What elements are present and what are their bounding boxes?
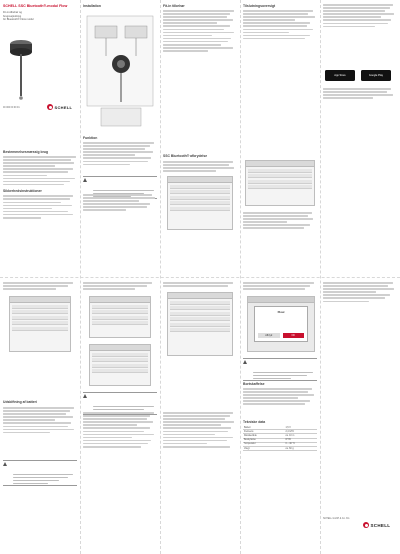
app-dialog-title: Flow xyxy=(277,310,285,314)
app-store-panel xyxy=(323,4,397,274)
cover-subtitle: brugsvejledning xyxy=(3,14,22,18)
ok-button[interactable]: OK xyxy=(283,333,305,338)
cancel-button[interactable]: Afbryd xyxy=(258,333,280,338)
bottom-panel-4 xyxy=(243,282,317,550)
app-screenshot xyxy=(167,292,233,356)
warning-icon xyxy=(243,360,247,364)
warning-note xyxy=(3,460,77,486)
app-screenshot xyxy=(9,296,71,352)
app-screenshot xyxy=(245,160,315,206)
spec-label: Frekvens xyxy=(243,430,284,434)
app-dialog-screenshot xyxy=(247,296,315,352)
company-address: SCHELL GmbH & Co. KG xyxy=(323,518,350,520)
spec-value: 2,4 GHz xyxy=(284,430,317,434)
spec-label: Batteri xyxy=(243,426,284,430)
app-download-panel xyxy=(243,4,317,154)
spec-value: ca. 60 g xyxy=(284,446,317,450)
schell-logo: SCHELL xyxy=(47,104,72,110)
cover-subtitle: for Bluetooth® Flow modul xyxy=(3,17,34,21)
article-number: 00 000 00 00 01 xyxy=(3,107,20,109)
schell-logo: SCHELL xyxy=(363,522,390,528)
app-screenshot xyxy=(89,344,151,386)
app-dialog xyxy=(254,306,308,342)
section-heading: SSC Bluetooth® afbrydelse xyxy=(163,154,208,158)
bottom-panel-5 xyxy=(323,282,397,550)
bottom-panel-1 xyxy=(3,282,77,550)
spec-label: Temperatur xyxy=(243,442,284,446)
spec-value: 0 – 40 °C xyxy=(284,442,317,446)
schell-logo-icon xyxy=(363,522,369,528)
schell-logo-icon xyxy=(47,104,53,110)
cover-panel xyxy=(3,4,77,144)
spec-label: Vægt xyxy=(243,446,284,450)
section-heading: Udskiftning af batteri xyxy=(3,400,37,404)
installation-panel xyxy=(83,4,157,274)
section-heading: Fit-in tilbehør xyxy=(163,4,185,8)
section-heading: Tilslutningsoversigt xyxy=(243,4,276,8)
spec-value: ca. 10 m xyxy=(284,434,317,438)
spec-value: 1,5 V xyxy=(284,426,317,430)
section-heading: Installation xyxy=(83,4,101,8)
app-store-badge[interactable]: App Store xyxy=(325,70,355,81)
cover-title: SCHELL SSC Bluetooth®-modul Flow xyxy=(3,4,68,8)
spec-label: Rækkevidde xyxy=(243,434,284,438)
cover-subtitle: Fit-in-tilbehør og xyxy=(3,11,22,15)
section-heading: Bestemmelsesmæssig brug xyxy=(3,150,49,154)
section-heading: Tekniske data xyxy=(243,420,266,424)
bottom-panel-2 xyxy=(83,282,157,550)
warning-icon xyxy=(3,462,7,466)
bluetooth-panel xyxy=(163,4,237,274)
section-heading: Funktion xyxy=(83,136,98,140)
app-screenshot xyxy=(167,176,233,230)
google-play-badge[interactable]: Google Play xyxy=(361,70,391,81)
installation-diagram xyxy=(83,12,157,132)
intended-use-section xyxy=(3,150,77,274)
section-heading: Bortskaffelse xyxy=(243,382,265,386)
app-flow-panel xyxy=(243,158,317,274)
fold-line xyxy=(0,277,400,278)
spec-row xyxy=(243,446,317,450)
bottom-panel-3 xyxy=(163,282,237,550)
product-illustration xyxy=(5,36,45,106)
warning-note xyxy=(243,358,317,381)
app-screenshot xyxy=(89,296,151,338)
warning-icon xyxy=(83,394,87,398)
spec-value: IP 65 xyxy=(284,438,317,442)
warning-icon xyxy=(83,178,87,182)
tech-specs-table xyxy=(243,426,317,451)
section-heading: Sikkerhedsinstruktioner xyxy=(3,189,42,194)
spec-label: Beskyttelse xyxy=(243,438,284,442)
